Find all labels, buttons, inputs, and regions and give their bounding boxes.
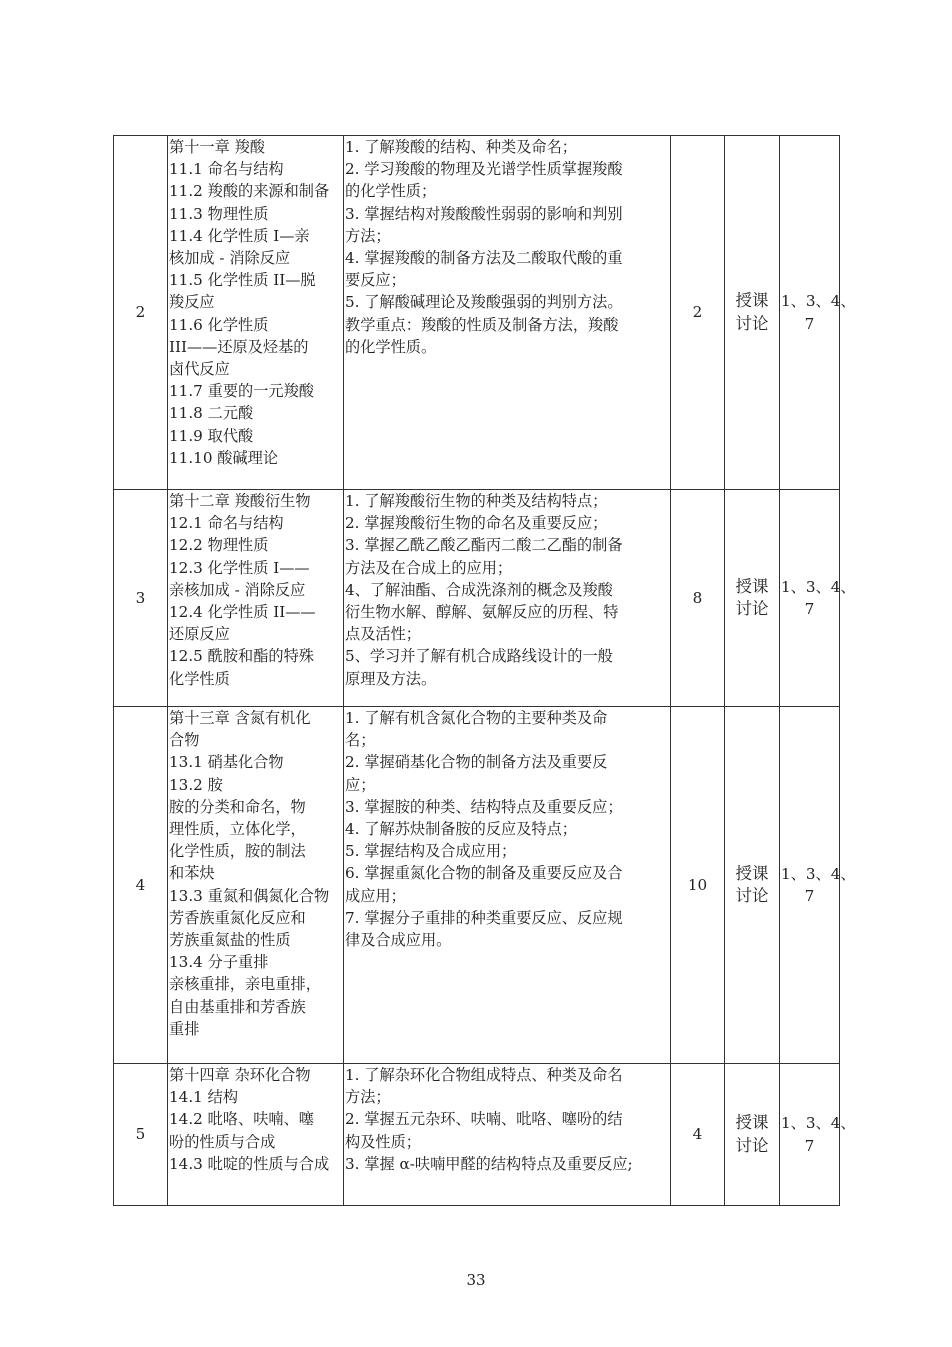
table-row xyxy=(114,1064,840,1206)
method-cell-line: 讨论 xyxy=(735,313,769,333)
topics-cell-line: 自由基重排和芳香族 xyxy=(169,997,306,1016)
objectives-cell-line: 2. 掌握五元杂环、呋喃、吡咯、噻吩的结 xyxy=(345,1110,623,1129)
topics-cell-line: 化学性质，胺的制法 xyxy=(169,842,306,861)
row-index: 2 xyxy=(114,136,168,490)
goals-cell-line: 7 xyxy=(804,887,815,905)
objectives-cell-line: 3. 掌握 α-呋喃甲醛的结构特点及重要反应; xyxy=(345,1154,633,1173)
objectives-cell xyxy=(344,136,671,490)
objectives-cell-line: 4、了解油酯、合成洗涤剂的概念及羧酸 xyxy=(345,580,613,599)
objectives-cell-line: 教学重点：羧酸的性质及制备方法，羧酸 xyxy=(345,315,619,334)
topics-cell-line: 第十四章 杂环化合物 xyxy=(169,1066,311,1084)
topics-cell-line: 11.7 重要的一元羧酸 xyxy=(169,382,314,401)
table-row xyxy=(114,136,840,490)
objectives-cell-line: 5. 了解酸碱理论及羧酸强弱的判别方法。 xyxy=(345,293,623,312)
objectives-cell-line: 点及活性； xyxy=(345,625,421,644)
objectives-cell-line: 4. 掌握羧酸的制备方法及二酸取代酸的重 xyxy=(345,249,623,268)
objectives-cell-line: 要反应； xyxy=(345,271,406,290)
topics-cell-line: 12.3 化学性质 I—— xyxy=(169,558,310,577)
objectives-cell-line: 名； xyxy=(345,731,376,750)
topics-cell-line: III——还原及烃基的 xyxy=(169,337,309,356)
row-index: 5 xyxy=(114,1064,168,1206)
objectives-cell-line: 的化学性质。 xyxy=(345,337,437,356)
goals-cell-line: 1、3、4、 xyxy=(781,864,856,883)
objectives-cell-line: 方法及在合成上的应用； xyxy=(345,558,513,577)
objectives-cell-line: 4. 了解苏炔制备胺的反应及特点； xyxy=(345,820,577,839)
goals-cell-line: 1、3、4、 xyxy=(781,292,856,311)
topics-cell-line: 第十三章 含氮有机化 xyxy=(169,709,311,727)
objectives-cell-line: 5、学习并了解有机合成路线设计的一般 xyxy=(345,647,613,666)
table-row xyxy=(114,490,840,707)
topics-cell-line: 第十二章 羧酸衍生物 xyxy=(169,492,311,510)
topics-cell xyxy=(168,490,344,707)
topics-cell-line: 芳香族重氮化反应和 xyxy=(169,908,306,927)
topics-cell-line: 11.2 羧酸的来源和制备 xyxy=(169,182,330,201)
topics-cell-line: 14.2 吡咯、呋喃、噻 xyxy=(169,1110,314,1129)
syllabus-table xyxy=(113,135,856,1206)
topics-cell-line: 核加成 - 消除反应 xyxy=(169,249,291,268)
topics-cell-line: 11.1 命名与结构 xyxy=(169,160,284,179)
goals-cell xyxy=(780,136,856,490)
topics-cell-line: 11.5 化学性质 II—脱 xyxy=(169,271,316,290)
topics-cell-line: 11.10 酸碱理论 xyxy=(169,448,279,467)
topics-cell xyxy=(168,707,344,1064)
hours-cell: 8 xyxy=(671,490,725,707)
hours-cell: 10 xyxy=(671,707,725,1064)
method-cell-line: 讨论 xyxy=(735,1135,769,1155)
objectives-cell-line: 成应用； xyxy=(345,886,406,905)
objectives-cell xyxy=(344,490,671,707)
topics-cell-line: 11.9 取代酸 xyxy=(169,426,254,445)
method-cell-line: 讨论 xyxy=(735,886,769,905)
topics-cell-line: 13.2 胺 xyxy=(169,775,223,794)
objectives-cell-line: 1. 了解羧酸的结构、种类及命名； xyxy=(345,138,577,156)
topics-cell-line: 14.3 吡啶的性质与合成 xyxy=(169,1154,330,1173)
topics-cell-line: 11.4 化学性质 I—亲 xyxy=(169,226,310,245)
topics-cell xyxy=(168,136,344,490)
table-row xyxy=(114,707,840,1064)
topics-cell-line: 理性质，立体化学， xyxy=(169,820,306,839)
objectives-cell-line: 3. 掌握乙酰乙酸乙酯丙二酸二乙酯的制备 xyxy=(345,536,623,555)
method-cell-line: 讨论 xyxy=(735,599,769,618)
row-index: 4 xyxy=(114,707,168,1064)
objectives-cell xyxy=(344,707,671,1064)
method-cell-line: 授课 xyxy=(735,1113,769,1133)
page-number: 33 xyxy=(466,1271,486,1289)
objectives-cell-line: 1. 了解有机含氮化合物的主要种类及命 xyxy=(345,709,608,727)
method-cell xyxy=(725,1064,780,1206)
goals-cell xyxy=(780,707,856,1064)
topics-cell-line: 13.1 硝基化合物 xyxy=(169,753,284,772)
topics-cell-line: 12.5 酰胺和酯的特殊 xyxy=(169,647,314,666)
objectives-cell-line: 5. 掌握结构及合成应用； xyxy=(345,842,517,861)
topics-cell-line: 羧反应 xyxy=(169,293,215,312)
goals-cell xyxy=(780,1064,856,1206)
topics-cell-line: 13.3 重氮和偶氮化合物 xyxy=(169,886,330,905)
goals-cell-line: 7 xyxy=(804,1136,815,1155)
hours-cell: 4 xyxy=(671,1064,725,1206)
topics-cell-line: 亲核加成 - 消除反应 xyxy=(169,580,306,599)
objectives-cell-line: 方法； xyxy=(345,226,391,245)
objectives-cell-line: 律及合成应用。 xyxy=(345,931,452,950)
hours-cell: 2 xyxy=(671,136,725,490)
topics-cell-line: 14.1 结构 xyxy=(169,1088,239,1107)
topics-cell-line: 13.4 分子重排 xyxy=(169,953,269,972)
method-cell xyxy=(725,707,780,1064)
topics-cell-line: 卤代反应 xyxy=(169,360,230,379)
method-cell xyxy=(725,136,780,490)
topics-cell-line: 吩的性质与合成 xyxy=(169,1132,276,1151)
topics-cell-line: 12.2 物理性质 xyxy=(169,536,269,555)
objectives-cell-line: 应； xyxy=(345,775,376,794)
topics-cell-line: 还原反应 xyxy=(169,625,230,644)
row-index: 3 xyxy=(114,490,168,707)
topics-cell-line: 化学性质 xyxy=(169,669,230,688)
topics-cell-line: 12.1 命名与结构 xyxy=(169,514,284,533)
topics-cell xyxy=(168,1064,344,1206)
goals-cell xyxy=(780,490,856,707)
method-cell-line: 授课 xyxy=(735,291,769,311)
topics-cell-line: 12.4 化学性质 II—— xyxy=(169,603,316,622)
topics-cell-line: 和苯炔 xyxy=(169,864,215,883)
objectives-cell-line: 7. 掌握分子重排的种类重要反应、反应规 xyxy=(345,908,623,927)
topics-cell-line: 重排 xyxy=(169,1019,200,1038)
goals-cell-line: 1、3、4、 xyxy=(781,1114,856,1133)
topics-cell-line: 胺的分类和命名，物 xyxy=(169,797,306,816)
topics-cell-line: 合物 xyxy=(169,731,200,750)
method-cell xyxy=(725,490,780,707)
objectives-cell-line: 1. 了解羧酸衍生物的种类及结构特点； xyxy=(345,492,608,510)
objectives-cell-line: 构及性质； xyxy=(345,1132,421,1151)
topics-cell-line: 11.3 物理性质 xyxy=(169,204,269,223)
objectives-cell xyxy=(344,1064,671,1206)
objectives-cell-line: 3. 掌握结构对羧酸酸性弱弱的影响和判别 xyxy=(345,204,623,223)
topics-cell-line: 11.8 二元酸 xyxy=(169,404,254,423)
topics-cell-line: 芳族重氮盐的性质 xyxy=(169,931,291,950)
topics-cell-line: 11.6 化学性质 xyxy=(169,315,269,334)
goals-cell-line: 7 xyxy=(804,600,815,618)
objectives-cell-line: 衍生物水解、醇解、氨解反应的历程、特 xyxy=(345,603,619,622)
method-cell-line: 授课 xyxy=(735,576,769,596)
topics-cell-line: 第十一章 羧酸 xyxy=(169,138,265,156)
objectives-cell-line: 2. 学习羧酸的物理及光谱学性质掌握羧酸 xyxy=(345,160,623,179)
method-cell-line: 授课 xyxy=(735,863,769,883)
objectives-cell-line: 方法； xyxy=(345,1088,391,1107)
objectives-cell-line: 6. 掌握重氮化合物的制备及重要反应及合 xyxy=(345,864,623,883)
objectives-cell-line: 2. 掌握硝基化合物的制备方法及重要反 xyxy=(345,753,608,772)
objectives-cell-line: 原理及方法。 xyxy=(345,669,437,688)
goals-cell-line: 1、3、4、 xyxy=(781,577,856,596)
objectives-cell-line: 的化学性质； xyxy=(345,182,437,201)
objectives-cell-line: 1. 了解杂环化合物组成特点、种类及命名 xyxy=(345,1066,623,1084)
topics-cell-line: 亲核重排，亲电重排， xyxy=(169,975,321,994)
objectives-cell-line: 2. 掌握羧酸衍生物的命名及重要反应； xyxy=(345,514,608,533)
objectives-cell-line: 3. 掌握胺的种类、结构特点及重要反应； xyxy=(345,797,623,816)
goals-cell-line: 7 xyxy=(804,314,815,333)
